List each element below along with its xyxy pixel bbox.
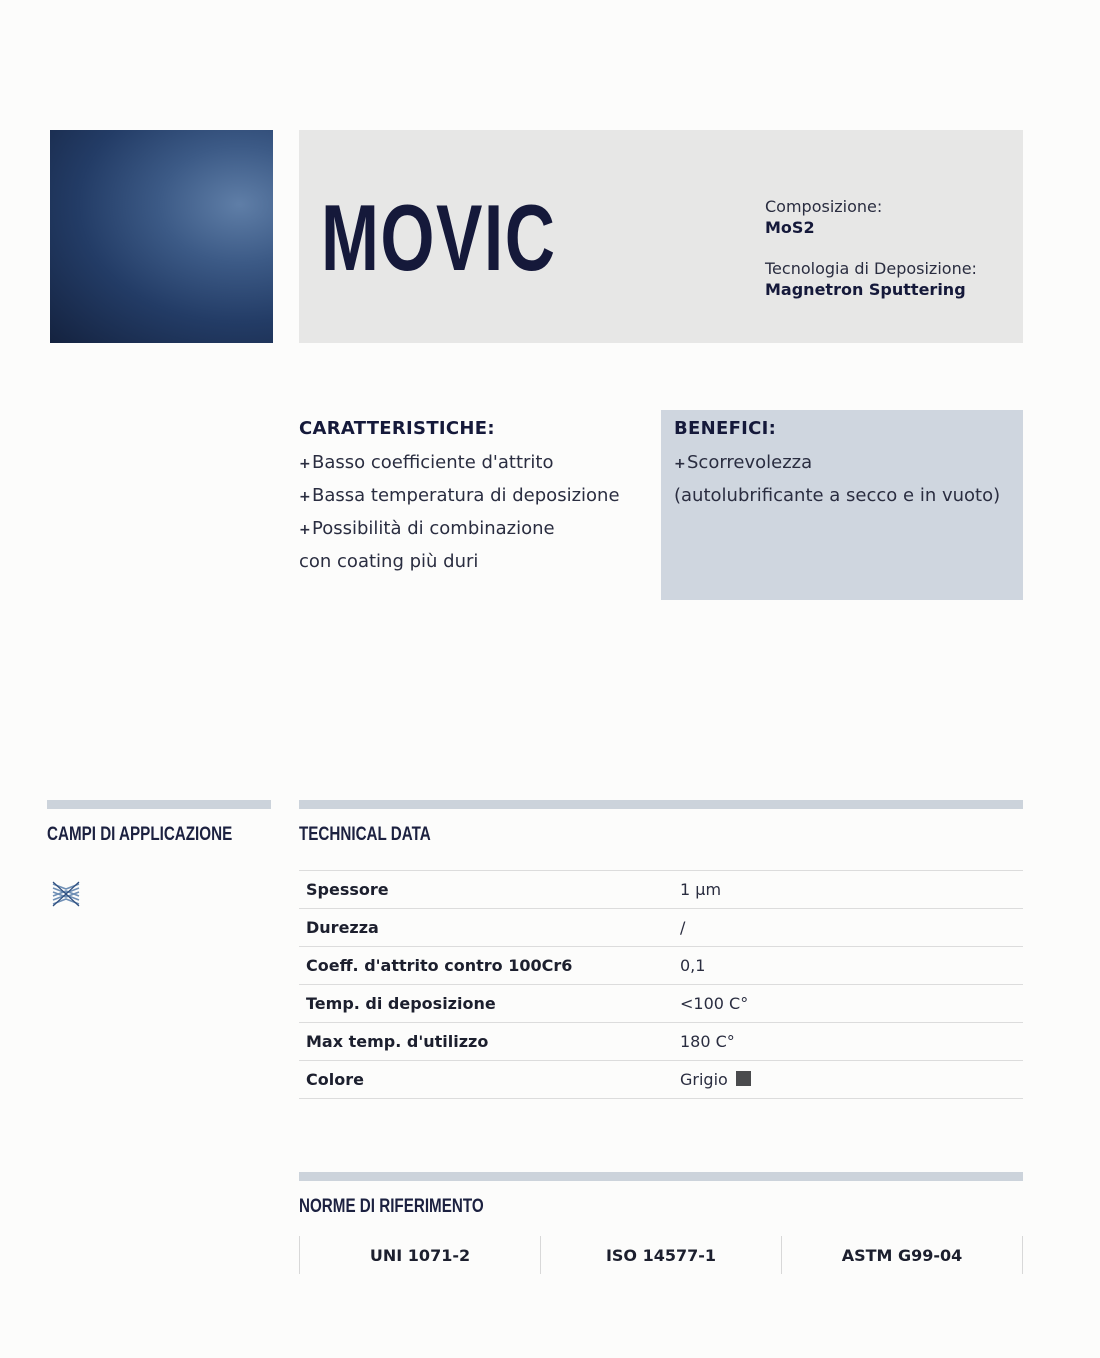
benefits-title: BENEFICI: [674, 418, 777, 439]
plus-icon: + [674, 456, 686, 472]
technology-block [765, 258, 977, 300]
composition-label: Composizione: [765, 197, 883, 216]
benefit-item-continuation: (autolubrificante a secco e in vuoto) [674, 485, 1001, 506]
section-divider [299, 800, 1023, 809]
technology-label: Tecnologia di Deposizione: [765, 259, 977, 278]
plus-icon: + [299, 522, 311, 538]
woven-pattern-icon [51, 880, 81, 908]
table-row [299, 871, 1023, 909]
section-divider [299, 1172, 1023, 1181]
norms-title: NORME DI RIFERIMENTO [299, 1196, 484, 1217]
feature-item: +Basso coefficiente d'attrito [299, 447, 649, 480]
table-row [299, 985, 1023, 1023]
table-row [299, 1023, 1023, 1061]
row-label: Max temp. d'utilizzo [299, 1023, 680, 1061]
row-label: Coeff. d'attrito contro 100Cr6 [299, 947, 680, 985]
header-panel [299, 130, 1023, 343]
plus-icon: + [299, 456, 311, 472]
table-row [299, 947, 1023, 985]
benefits-panel [661, 410, 1023, 600]
features-list [299, 447, 649, 577]
product-color-swatch-image [50, 130, 273, 343]
color-name: Grigio [680, 1070, 728, 1089]
row-value: <100 C° [680, 985, 1023, 1023]
benefits-list [674, 447, 1019, 511]
row-label: Durezza [299, 909, 680, 947]
feature-item: +Possibilità di combinazione [299, 513, 649, 546]
application-title: CAMPI DI APPLICAZIONE [47, 824, 233, 845]
features-title: CARATTERISTICHE: [299, 418, 495, 439]
row-value: 0,1 [680, 947, 1023, 985]
row-value-color [680, 1061, 1023, 1099]
table-row [299, 1061, 1023, 1099]
technology-value: Magnetron Sputtering [765, 280, 966, 299]
norms-list [299, 1236, 1023, 1274]
gray-color-chip [736, 1071, 751, 1086]
table-row [299, 909, 1023, 947]
norm-item: ASTM G99-04 [781, 1236, 1023, 1274]
composition-value: MoS2 [765, 218, 815, 237]
norm-item: UNI 1071-2 [299, 1236, 540, 1274]
section-divider [47, 800, 271, 809]
product-title: MOVIC [321, 185, 557, 290]
row-label: Colore [299, 1061, 680, 1099]
technical-data-title: TECHNICAL DATA [299, 824, 431, 845]
technical-data-table [299, 870, 1023, 1099]
row-value: 1 μm [680, 871, 1023, 909]
plus-icon: + [299, 489, 311, 505]
row-label: Spessore [299, 871, 680, 909]
row-label: Temp. di deposizione [299, 985, 680, 1023]
norm-item: ISO 14577-1 [540, 1236, 781, 1274]
row-value: 180 C° [680, 1023, 1023, 1061]
benefit-item: +Scorrevolezza [674, 447, 1019, 480]
composition-block [765, 196, 882, 238]
feature-item-continuation: con coating più duri [299, 551, 479, 572]
row-value: / [680, 909, 1023, 947]
feature-item: +Bassa temperatura di deposizione [299, 480, 649, 513]
